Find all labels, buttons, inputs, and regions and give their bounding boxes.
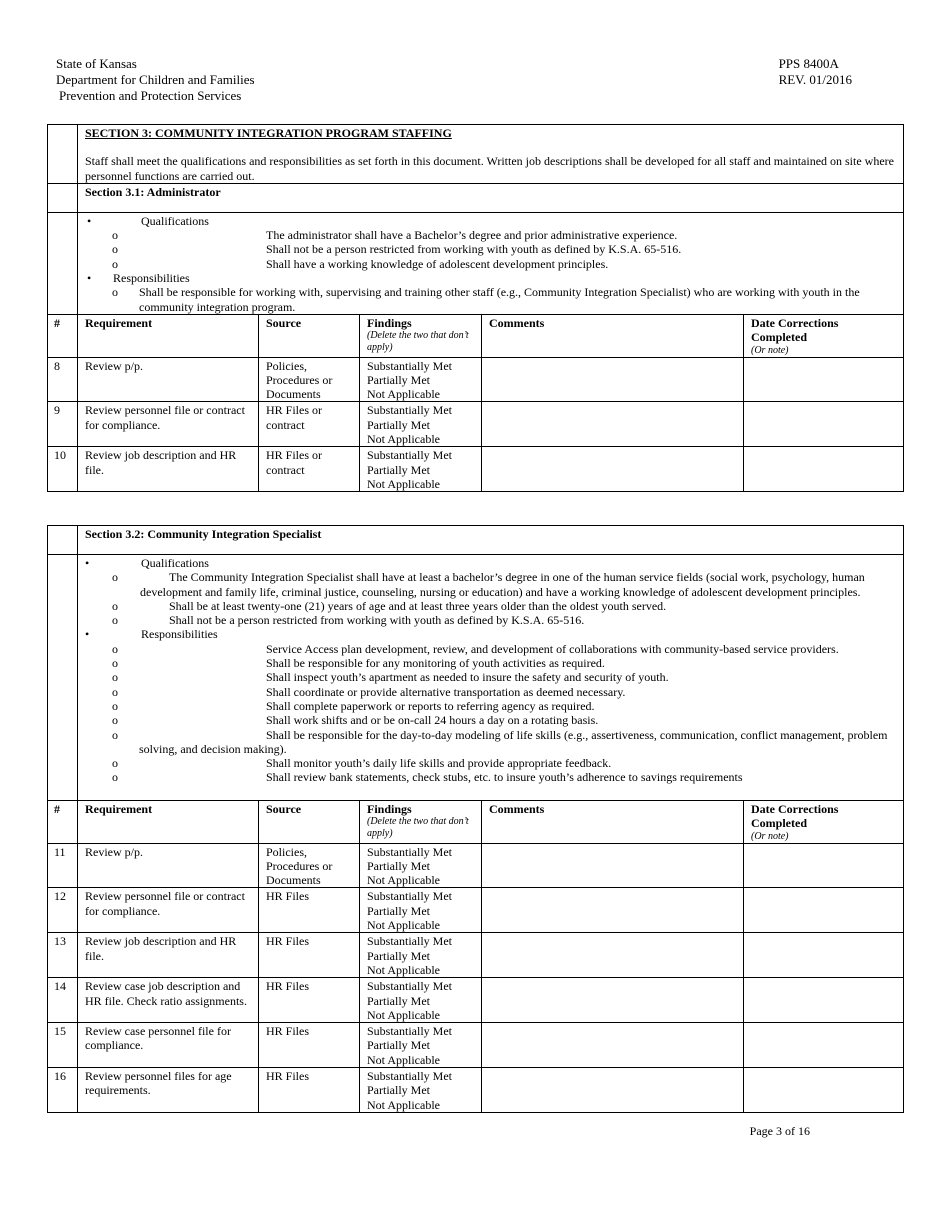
row-date[interactable] [744, 357, 904, 402]
row-findings[interactable] [360, 1023, 482, 1068]
row-source: Policies, Procedures or Documents [259, 843, 360, 888]
header-right [779, 57, 852, 89]
section-3-2-title: Section 3.2: Community Integration Specialist [78, 526, 904, 555]
bullet-icon: • [85, 556, 90, 570]
row-requirement: Review personnel file or contract for compliance. [78, 888, 259, 933]
qualifications-label: Qualifications [141, 556, 209, 570]
responsibility-item: Shall be responsible for any monitoring of youth activities as required. [266, 656, 605, 671]
row-findings[interactable] [360, 843, 482, 888]
row-number: 9 [48, 402, 78, 447]
row-date[interactable] [744, 933, 904, 978]
col-date-note: (Or note) [751, 344, 789, 356]
row-comments[interactable] [482, 1023, 744, 1068]
responsibility-item: Shall coordinate or provide alternative transportation as deemed necessary. [266, 684, 626, 699]
bullet-icon: • [87, 271, 92, 286]
circle-bullet-icon: o [112, 570, 118, 585]
col-comments: Comments [482, 801, 744, 844]
header-state: State of Kansas [56, 56, 137, 71]
col-findings [360, 314, 482, 357]
responsibilities-label: Responsibilities [113, 271, 190, 286]
row-comments[interactable] [482, 888, 744, 933]
row-date[interactable] [744, 402, 904, 447]
revision-date: REV. 01/2016 [778, 72, 852, 87]
finding-option: Substantially Met [367, 448, 452, 463]
col-num: # [48, 801, 78, 844]
qualification-item: Shall not be a person restricted from working with youth as defined by K.S.A. 65-516. [266, 242, 682, 257]
circle-bullet-icon: o [112, 670, 118, 685]
bullet-icon: • [85, 627, 90, 642]
finding-option: Substantially Met [367, 889, 452, 904]
table-row [48, 843, 904, 888]
row-requirement: Review p/p. [78, 357, 259, 402]
circle-bullet-icon: o [112, 770, 118, 785]
row-findings[interactable] [360, 933, 482, 978]
circle-bullet-icon: o [112, 713, 118, 728]
finding-option: Not Applicable [367, 387, 440, 402]
finding-option: Partially Met [367, 858, 430, 873]
section-3-2-details [78, 555, 904, 801]
row-findings[interactable] [360, 1068, 482, 1113]
finding-option: Partially Met [367, 372, 430, 387]
row-comments[interactable] [482, 447, 744, 492]
table-row [48, 447, 904, 492]
col-date-note: (Or note) [751, 830, 789, 842]
row-number: 15 [48, 1023, 78, 1068]
circle-bullet-icon: o [112, 242, 118, 257]
circle-bullet-icon: o [112, 256, 118, 271]
row-source: HR Files or contract [259, 402, 360, 447]
col-findings-label: Findings [367, 315, 412, 330]
circle-bullet-icon: o [112, 598, 118, 613]
row-date[interactable] [744, 447, 904, 492]
table-row [48, 933, 904, 978]
qualification-item: The administrator shall have a Bachelor’s degree and prior administrative experience. [266, 228, 678, 243]
finding-option: Not Applicable [367, 873, 440, 888]
responsibility-item: Shall monitor youth’s daily life skills and provide appropriate feedback. [266, 756, 612, 771]
col-date [744, 314, 904, 357]
row-date[interactable] [744, 843, 904, 888]
row-requirement: Review job description and HR file. [78, 447, 259, 492]
col-date-label: Date Corrections Completed [751, 315, 839, 345]
row-findings[interactable] [360, 978, 482, 1023]
empty-cell [48, 125, 78, 184]
finding-option: Substantially Met [367, 844, 452, 859]
row-number: 13 [48, 933, 78, 978]
finding-option: Substantially Met [367, 1024, 452, 1039]
finding-option: Not Applicable [367, 1052, 440, 1067]
circle-bullet-icon: o [112, 698, 118, 713]
circle-bullet-icon: o [112, 641, 118, 656]
responsibility-item: Shall be responsible for working with, supervising and training other staff (e.g., Community Integration Specialist) who are working with youth in the community integration program. [139, 285, 860, 314]
responsibility-item: Service Access plan development, review, and development of collaborations with community-based service providers. [266, 641, 839, 656]
section-3-header [78, 125, 904, 184]
circle-bullet-icon: o [112, 613, 118, 628]
table-row [48, 357, 904, 402]
row-date[interactable] [744, 888, 904, 933]
col-date [744, 801, 904, 844]
responsibility-item: Shall work shifts and or be on-call 24 hours a day on a rotating basis. [266, 713, 599, 728]
col-num: # [48, 314, 78, 357]
col-findings-label: Findings [367, 802, 412, 816]
row-requirement: Review case personnel file for compliance. [78, 1023, 259, 1068]
qualification-item: Shall not be a person restricted from working with youth as defined by K.S.A. 65-516. [169, 613, 585, 628]
row-requirement: Review case job description and HR file. Check ratio assignments. [78, 978, 259, 1023]
row-number: 12 [48, 888, 78, 933]
responsibility-item: Shall review bank statements, check stubs, etc. to insure youth’s adherence to savings requirements [266, 770, 743, 785]
form-number: PPS 8400A [778, 56, 839, 71]
row-comments[interactable] [482, 357, 744, 402]
column-header-row [48, 314, 904, 357]
bullet-icon: • [87, 213, 92, 228]
col-comments: Comments [482, 314, 744, 357]
row-requirement: Review p/p. [78, 843, 259, 888]
row-source: HR Files [259, 1023, 360, 1068]
finding-option: Substantially Met [367, 1069, 452, 1084]
finding-option: Not Applicable [367, 476, 440, 491]
row-requirement: Review personnel file or contract for compliance. [78, 402, 259, 447]
row-source: HR Files [259, 1068, 360, 1113]
row-date[interactable] [744, 1023, 904, 1068]
section-3-1-details [78, 212, 904, 314]
row-date[interactable] [744, 978, 904, 1023]
col-date-label: Date Corrections Completed [751, 802, 839, 831]
row-number: 10 [48, 447, 78, 492]
finding-option: Not Applicable [367, 432, 440, 447]
table-row [48, 978, 904, 1023]
circle-bullet-icon: o [112, 285, 118, 300]
row-findings[interactable] [360, 888, 482, 933]
finding-option: Partially Met [367, 948, 430, 963]
col-findings [360, 801, 482, 844]
row-comments[interactable] [482, 933, 744, 978]
finding-option: Substantially Met [367, 358, 452, 373]
finding-option: Not Applicable [367, 1097, 440, 1112]
section-3-intro: Staff shall meet the qualifications and responsibilities as set forth in this document. Written job descriptions shall be developed for all staff and maintained on site where personnel functions are carried out. [85, 154, 894, 183]
finding-option: Not Applicable [367, 1007, 440, 1022]
row-requirement: Review personnel files for age requirements. [78, 1068, 259, 1113]
row-findings[interactable] [360, 357, 482, 402]
col-findings-note: (Delete the two that don’t apply) [367, 330, 469, 354]
row-comments[interactable] [482, 978, 744, 1023]
finding-option: Partially Met [367, 903, 430, 918]
col-findings-note: (Delete the two that don’t apply) [367, 816, 469, 840]
finding-option: Partially Met [367, 417, 430, 432]
row-source: HR Files [259, 933, 360, 978]
responsibility-item: Shall be responsible for the day-to-day modeling of life skills (e.g., assertiveness, communication, conflict management, problem solving, and decision making). [139, 727, 888, 756]
row-comments[interactable] [482, 843, 744, 888]
responsibility-item: Shall complete paperwork or reports to referring agency as required. [266, 698, 595, 713]
finding-option: Substantially Met [367, 403, 452, 418]
finding-option: Partially Met [367, 462, 430, 477]
finding-option: Partially Met [367, 1083, 430, 1098]
column-header-row [48, 801, 904, 844]
empty-cell [48, 183, 78, 212]
qualification-item: Shall have a working knowledge of adolescent development principles. [266, 256, 609, 271]
page-number: Page 3 of 16 [749, 1124, 810, 1138]
section-3-title: SECTION 3: COMMUNITY INTEGRATION PROGRAM STAFFING [85, 126, 452, 140]
row-source: HR Files or contract [259, 447, 360, 492]
row-date[interactable] [744, 1068, 904, 1113]
finding-option: Partially Met [367, 993, 430, 1008]
header-division: Prevention and Protection Services [59, 88, 242, 103]
row-number: 14 [48, 978, 78, 1023]
row-findings[interactable] [360, 447, 482, 492]
finding-option: Substantially Met [367, 934, 452, 949]
circle-bullet-icon: o [112, 656, 118, 671]
table-row [48, 402, 904, 447]
row-number: 11 [48, 843, 78, 888]
row-source: HR Files [259, 888, 360, 933]
table-row [48, 1023, 904, 1068]
finding-option: Substantially Met [367, 979, 452, 994]
qualification-item: The Community Integration Specialist shall have at least a bachelor’s degree in one of the human service fields (social work, psychology, human development and family life, criminal justice, counseling, nursing or education) and have a working knowledge of adolescent development principles. [140, 570, 865, 599]
responsibility-item: Shall inspect youth’s apartment as needed to insure the safety and security of youth. [266, 670, 669, 685]
row-findings[interactable] [360, 402, 482, 447]
row-comments[interactable] [482, 1068, 744, 1113]
col-requirement: Requirement [78, 801, 259, 844]
finding-option: Not Applicable [367, 918, 440, 933]
row-source: HR Files [259, 978, 360, 1023]
col-source: Source [259, 801, 360, 844]
table-row [48, 888, 904, 933]
responsibilities-label: Responsibilities [141, 627, 218, 642]
header-left [56, 57, 255, 105]
table-row [48, 1068, 904, 1113]
qualifications-label: Qualifications [141, 213, 209, 228]
row-requirement: Review job description and HR file. [78, 933, 259, 978]
section-3-1-title: Section 3.1: Administrator [78, 183, 904, 212]
circle-bullet-icon: o [112, 684, 118, 699]
empty-cell [48, 555, 78, 801]
header-department: Department for Children and Families [56, 72, 255, 87]
row-source: Policies, Procedures or Documents [259, 357, 360, 402]
finding-option: Partially Met [367, 1038, 430, 1053]
row-number: 8 [48, 357, 78, 402]
empty-cell [48, 526, 78, 555]
row-comments[interactable] [482, 402, 744, 447]
section-3-1-table [47, 124, 904, 492]
row-number: 16 [48, 1068, 78, 1113]
empty-cell [48, 212, 78, 314]
qualification-item: Shall be at least twenty-one (21) years of age and at least three years older than the oldest youth served. [169, 598, 667, 613]
circle-bullet-icon: o [112, 727, 118, 742]
section-3-2-table [47, 525, 904, 1113]
col-source: Source [259, 314, 360, 357]
col-requirement: Requirement [78, 314, 259, 357]
circle-bullet-icon: o [112, 756, 118, 771]
circle-bullet-icon: o [112, 228, 118, 243]
finding-option: Not Applicable [367, 962, 440, 977]
